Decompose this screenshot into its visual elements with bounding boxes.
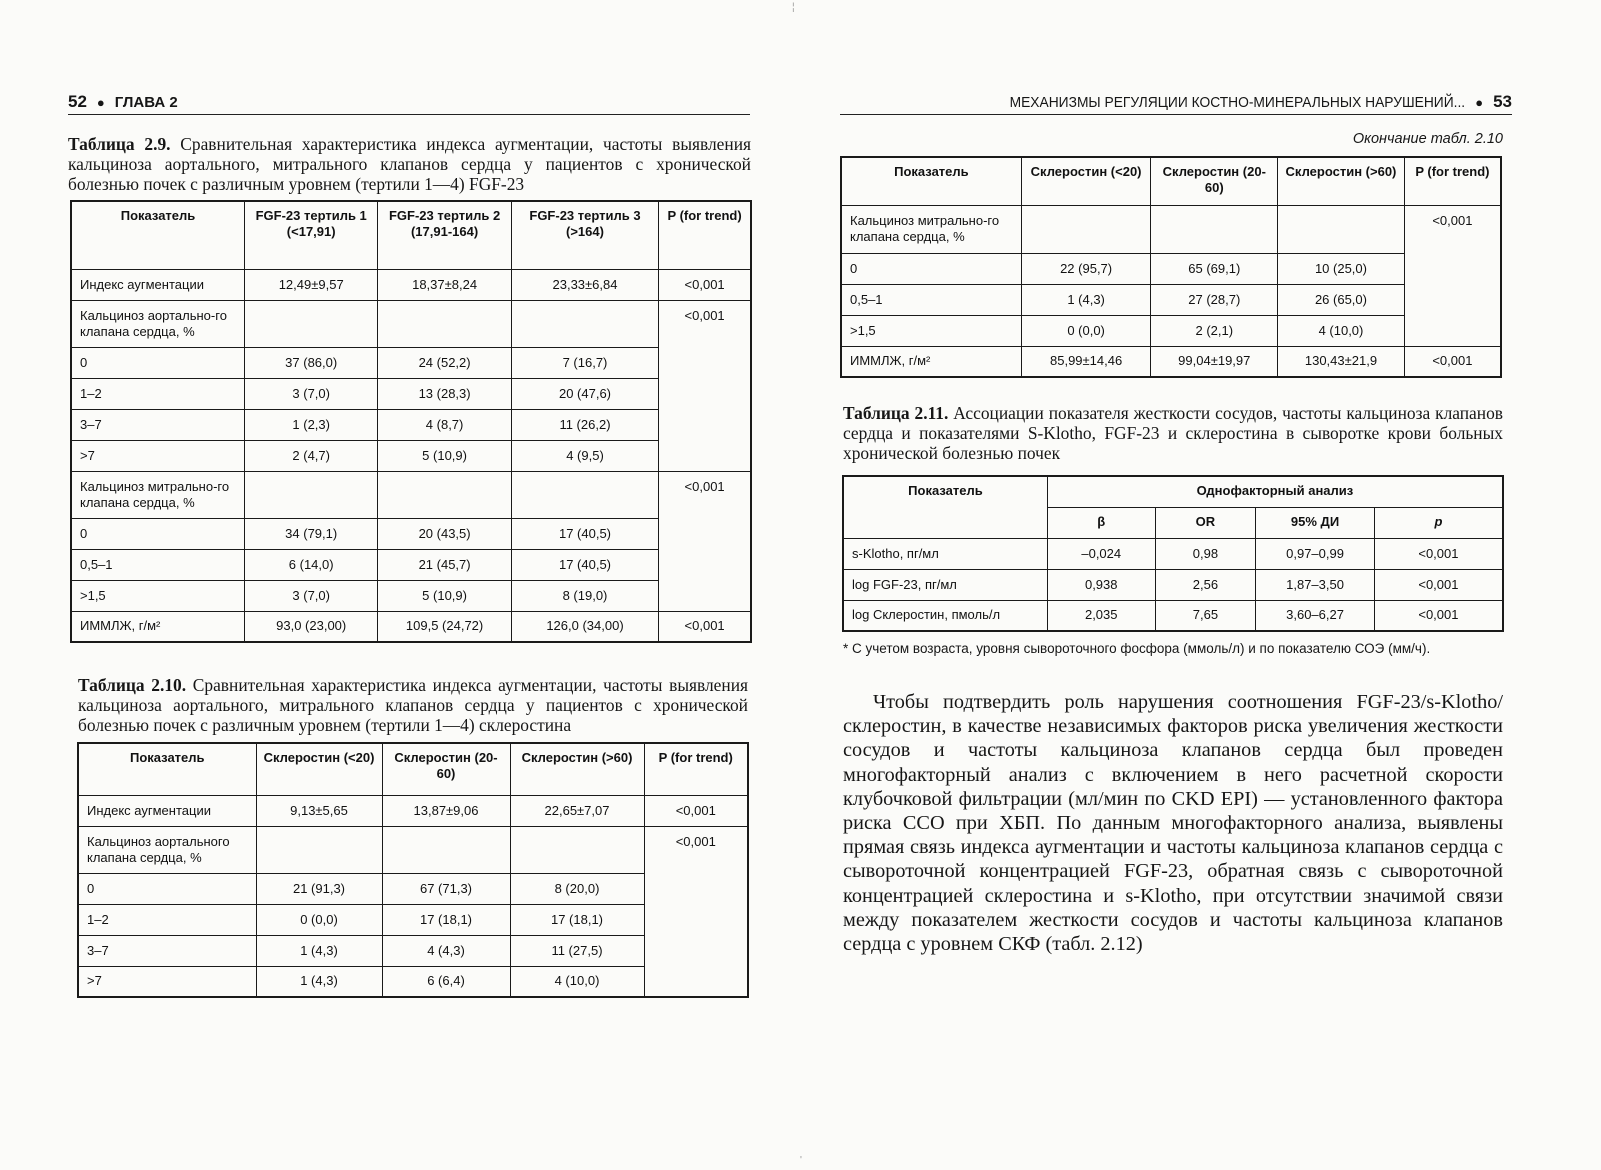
table-cell: 2 (4,7) (245, 440, 378, 471)
table-cell: 3 (7,0) (245, 580, 378, 611)
header-cell: FGF-23 тертиль 3 (>164) (511, 201, 658, 269)
row-label: Кальциноз митрально-го клапана сердца, % (841, 205, 1021, 253)
table-cell: <0,001 (1374, 569, 1503, 600)
row-label: 1–2 (71, 378, 245, 409)
table-cell: 18,37±8,24 (378, 269, 511, 300)
table-header-row (71, 201, 751, 269)
table-cell: 22,65±7,07 (510, 795, 644, 826)
table-cell: 4 (8,7) (378, 409, 511, 440)
table-cell: 67 (71,3) (382, 873, 510, 904)
row-label: >7 (78, 966, 256, 997)
table-cell: 0 (0,0) (1021, 315, 1151, 346)
p-value-cell: <0,001 (659, 471, 751, 611)
row-label: Кальциноз аортального клапана сердца, % (78, 826, 256, 873)
table-cell (1021, 205, 1151, 253)
running-title: МЕХАНИЗМЫ РЕГУЛЯЦИИ КОСТНО-МИНЕРАЛЬНЫХ НАРУШЕНИЙ... (1009, 93, 1466, 111)
left-page (0, 0, 800, 1170)
table-cell: <0,001 (1374, 538, 1503, 569)
table-cell: 99,04±19,97 (1151, 346, 1278, 377)
header-cell: Склеростин (>60) (510, 743, 644, 795)
table-row (78, 795, 748, 826)
header-cell: Склеростин (<20) (1021, 157, 1151, 205)
header-cell: Показатель (78, 743, 256, 795)
left-running-head (68, 90, 750, 115)
table-2-9 (70, 200, 752, 643)
table-cell: 5 (10,9) (378, 440, 511, 471)
table-cell: 13 (28,3) (378, 378, 511, 409)
table-cell: 2,56 (1155, 569, 1256, 600)
table-cell: 12,49±9,57 (245, 269, 378, 300)
gutter-mark: ' (800, 1155, 802, 1166)
table-cell: 26 (65,0) (1278, 284, 1405, 315)
chapter-label: ГЛАВА 2 (114, 93, 178, 111)
table-cell: 24 (52,2) (378, 347, 511, 378)
table-row (71, 471, 751, 518)
row-label: >1,5 (841, 315, 1021, 346)
table-row (841, 315, 1501, 346)
bullet-separator: ● (1475, 94, 1484, 110)
table-row (71, 580, 751, 611)
table-cell: 11 (26,2) (511, 409, 658, 440)
table-cell: 1 (4,3) (256, 966, 382, 997)
row-label: Кальциноз митрально-го клапана сердца, % (71, 471, 245, 518)
header-cell: Показатель (843, 476, 1047, 538)
row-label: log Склеростин, пмоль/л (843, 600, 1047, 631)
table-row (843, 538, 1503, 569)
table-2-10-label: Таблица 2.10. (78, 675, 187, 695)
row-label: Индекс аугментации (78, 795, 256, 826)
table-cell: 6 (14,0) (245, 549, 378, 580)
table-cell: 4 (4,3) (382, 935, 510, 966)
table-cell (510, 826, 644, 873)
table-cell: 10 (25,0) (1278, 253, 1405, 284)
table-2-11-caption-text: Ассоциации показателя жесткости сосудов, частоты кальциноза клапанов сердца и показателями S-Klotho, FGF-23 и склеростина в сыворотке крови больных хронической болезнью почек (843, 403, 1503, 463)
right-page-number: 53 (1493, 92, 1512, 111)
p-value-cell: <0,001 (644, 795, 748, 826)
table-cell: 6 (6,4) (382, 966, 510, 997)
table-row (78, 826, 748, 873)
p-value-cell: <0,001 (1404, 346, 1501, 377)
table-row (843, 600, 1503, 631)
header-cell: 95% ДИ (1256, 507, 1375, 538)
row-label: ИММЛЖ, г/м² (71, 611, 245, 642)
table-cell: 11 (27,5) (510, 935, 644, 966)
table-header-row (841, 157, 1501, 205)
p-value-cell: <0,001 (644, 826, 748, 997)
table-cell: 65 (69,1) (1151, 253, 1278, 284)
table-cell (382, 826, 510, 873)
header-cell: Склеростин (20-60) (1151, 157, 1278, 205)
table-cell (245, 471, 378, 518)
table-cell: 2 (2,1) (1151, 315, 1278, 346)
header-cell: FGF-23 тертиль 1 (<17,91) (245, 201, 378, 269)
row-label: Индекс аугментации (71, 269, 245, 300)
table-cell: 0,97–0,99 (1256, 538, 1375, 569)
table-2-11-footnote: * С учетом возраста, уровня сывороточного фосфора (ммоль/л) и по показателю СОЭ (мм/ч). (843, 641, 1431, 656)
left-page-number: 52 (68, 92, 87, 111)
body-paragraph (843, 690, 1503, 956)
header-cell: OR (1155, 507, 1256, 538)
row-label: ИММЛЖ, г/м² (841, 346, 1021, 377)
row-label: 0 (841, 253, 1021, 284)
table-cell: 0,938 (1047, 569, 1155, 600)
table-cell: 1 (4,3) (256, 935, 382, 966)
p-value-cell: <0,001 (659, 300, 751, 471)
table-2-9-label: Таблица 2.9. (68, 134, 171, 154)
table-2-10-caption (78, 675, 748, 735)
header-cell: Склеростин (20-60) (382, 743, 510, 795)
table-cell (511, 471, 658, 518)
header-cell: Показатель (71, 201, 245, 269)
table-cell: 13,87±9,06 (382, 795, 510, 826)
table-2-11 (842, 475, 1504, 632)
table-row (71, 269, 751, 300)
table-cell (1151, 205, 1278, 253)
row-label: 0 (71, 518, 245, 549)
header-cell: P (for trend) (644, 743, 748, 795)
p-value-cell: <0,001 (659, 611, 751, 642)
right-page (800, 0, 1601, 1170)
header-group-cell: Однофакторный анализ (1047, 476, 1503, 507)
table-2-9-caption (68, 134, 751, 194)
table-2-11-label: Таблица 2.11. (843, 403, 949, 423)
table-cell: 5 (10,9) (378, 580, 511, 611)
table-cell (511, 300, 658, 347)
table-row (71, 300, 751, 347)
p-value-cell: <0,001 (1404, 205, 1501, 346)
table-cell: 27 (28,7) (1151, 284, 1278, 315)
table-cell: 8 (19,0) (511, 580, 658, 611)
table-2-10-caption-text: Сравнительная характеристика индекса аугментации, частоты выявления кальциноза аортального, митрального клапанов сердца у пациентов с хронической болезнью почек с различным уровнем (тертили 1—4) склеростина (78, 675, 749, 735)
row-label: >7 (71, 440, 245, 471)
row-label: 3–7 (71, 409, 245, 440)
header-cell: P (for trend) (1404, 157, 1501, 205)
table-cell: 4 (10,0) (1278, 315, 1405, 346)
table-row (841, 253, 1501, 284)
table-2-9-caption-text: Сравнительная характеристика индекса аугментации, частоты выявления кальциноза аортального, митрального клапанов сердца у пациентов с хронической болезнью почек с различным уровнем (тертили 1—4) FGF-23 (68, 134, 751, 194)
row-label: s-Klotho, пг/мл (843, 538, 1047, 569)
header-cell: P (for trend) (659, 201, 751, 269)
table-cell: 37 (86,0) (245, 347, 378, 378)
table-cell: 0,98 (1155, 538, 1256, 569)
continuation-label: Окончание табл. 2.10 (1352, 131, 1503, 147)
table-cell: 20 (43,5) (378, 518, 511, 549)
header-cell: p (1374, 507, 1503, 538)
table-cell (378, 300, 511, 347)
row-label: 0 (78, 873, 256, 904)
table-cell: 4 (10,0) (510, 966, 644, 997)
table-cell: 1,87–3,50 (1256, 569, 1375, 600)
table-cell: 7,65 (1155, 600, 1256, 631)
paragraph-text: Чтобы подтвердить роль нарушения соотношения FGF-23/s-Klotho/склеростин, в качестве независимых факторов риска увеличения жесткости сосудов и частоты кальциноза клапанов сердца был проведен многофакторный анализ с включением в него расчетной скорости клубочковой фильтрации (мл/мин по CKD EPI) — установленного фактора риска ССО при ХБП. По данным многофакторного анализа, выявлены прямая связь индекса аугментации и частоты кальциноза клапанов сердца с сывороточной концентрацией FGF-23, обратная связь с сывороточной концентрацией склеростина и s-Klotho, при отсутствии значимой связи между показателем жесткости сосудов и частоты кальциноза клапанов сердца с уровнем СКФ (табл. 2.12) (843, 691, 1503, 956)
row-label: 0,5–1 (71, 549, 245, 580)
p-value-cell: <0,001 (659, 269, 751, 300)
row-label: log FGF-23, пг/мл (843, 569, 1047, 600)
header-cell: Показатель (841, 157, 1021, 205)
table-row (71, 518, 751, 549)
table-cell: 1 (4,3) (1021, 284, 1151, 315)
table-cell: 17 (40,5) (511, 518, 658, 549)
gutter-mark: ¦ (792, 2, 795, 13)
table-2-10-continued (840, 156, 1502, 378)
table-cell: 0 (0,0) (256, 904, 382, 935)
table-cell: 85,99±14,46 (1021, 346, 1151, 377)
row-label: Кальциноз аортально-го клапана сердца, % (71, 300, 245, 347)
table-cell: 21 (45,7) (378, 549, 511, 580)
row-label: 0,5–1 (841, 284, 1021, 315)
table-cell: 23,33±6,84 (511, 269, 658, 300)
row-label: 3–7 (78, 935, 256, 966)
table-row (843, 569, 1503, 600)
table-cell: 34 (79,1) (245, 518, 378, 549)
row-label: 1–2 (78, 904, 256, 935)
table-cell: 9,13±5,65 (256, 795, 382, 826)
table-row (841, 205, 1501, 253)
table-row (841, 346, 1501, 377)
table-row (71, 611, 751, 642)
table-cell: 20 (47,6) (511, 378, 658, 409)
right-running-head (840, 90, 1512, 115)
table-cell (378, 471, 511, 518)
table-cell: 126,0 (34,00) (511, 611, 658, 642)
table-cell: 1 (2,3) (245, 409, 378, 440)
table-cell: 17 (18,1) (510, 904, 644, 935)
table-cell: 8 (20,0) (510, 873, 644, 904)
header-cell: FGF-23 тертиль 2 (17,91-164) (378, 201, 511, 269)
table-cell: 7 (16,7) (511, 347, 658, 378)
table-row (71, 549, 751, 580)
table-cell: 109,5 (24,72) (378, 611, 511, 642)
table-header-row (78, 743, 748, 795)
table-cell: –0,024 (1047, 538, 1155, 569)
table-row (71, 409, 751, 440)
header-cell: Склеростин (>60) (1278, 157, 1405, 205)
table-cell: 2,035 (1047, 600, 1155, 631)
table-cell: 22 (95,7) (1021, 253, 1151, 284)
table-header-row (843, 476, 1503, 507)
table-cell (256, 826, 382, 873)
table-cell (1278, 205, 1405, 253)
table-cell: <0,001 (1374, 600, 1503, 631)
row-label: 0 (71, 347, 245, 378)
table-cell: 17 (40,5) (511, 549, 658, 580)
table-row (71, 347, 751, 378)
table-cell: 4 (9,5) (511, 440, 658, 471)
table-2-11-caption (843, 403, 1503, 463)
table-row (71, 440, 751, 471)
table-cell: 17 (18,1) (382, 904, 510, 935)
header-cell: Склеростин (<20) (256, 743, 382, 795)
table-cell (245, 300, 378, 347)
table-cell: 130,43±21,9 (1278, 346, 1405, 377)
bullet-separator: ● (96, 94, 105, 110)
table-row (841, 284, 1501, 315)
table-cell: 93,0 (23,00) (245, 611, 378, 642)
header-cell: β (1047, 507, 1155, 538)
table-2-10 (77, 742, 749, 998)
table-row (71, 378, 751, 409)
table-cell: 3 (7,0) (245, 378, 378, 409)
row-label: >1,5 (71, 580, 245, 611)
table-cell: 21 (91,3) (256, 873, 382, 904)
table-cell: 3,60–6,27 (1256, 600, 1375, 631)
